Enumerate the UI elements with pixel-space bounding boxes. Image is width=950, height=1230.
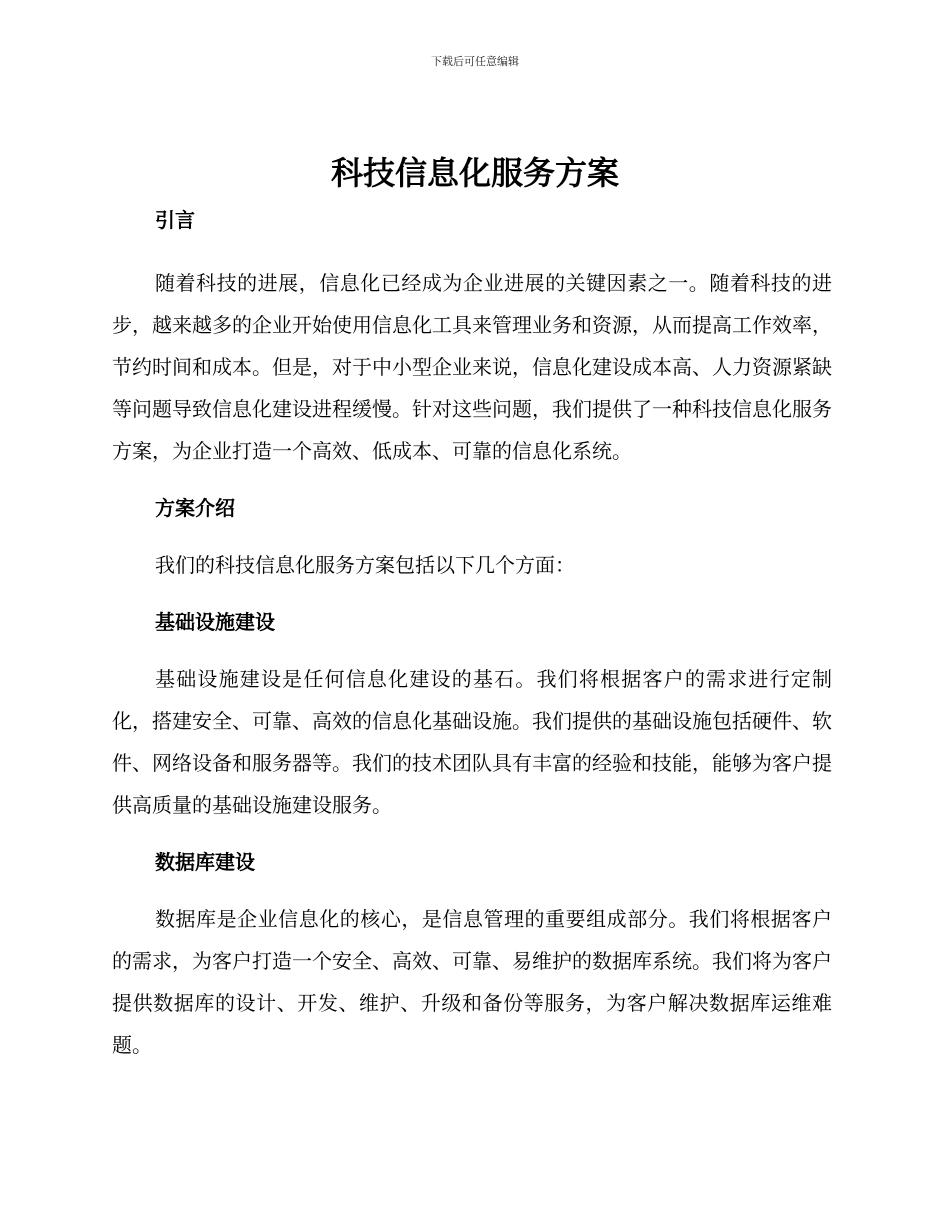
section-heading-infrastructure: 基础设施建设 (155, 610, 275, 634)
section-paragraph-database: 数据库是企业信息化的核心，是信息管理的重要组成部分。我们将根据客户的需求，为客户打造一个安全、高效、可靠、易维护的数据库系统。我们将为客户提供数据库的设计、开发、维护、升级和备份等服务，为客户解决数据库运维难题。 (112, 907, 832, 1057)
section-heading-overview: 方案介绍 (155, 496, 235, 520)
section-heading-database: 数据库建设 (155, 850, 255, 874)
section-heading-intro: 引言 (155, 208, 195, 232)
section-paragraph-overview: 我们的科技信息化服务方案包括以下几个方面： (155, 553, 575, 577)
section-paragraph-infrastructure: 基础设施建设是任何信息化建设的基石。我们将根据客户的需求进行定制化，搭建安全、可靠、高效的信息化基础设施。我们提供的基础设施包括硬件、软件、网络设备和服务器等。我们的技术团队具有丰富的经验和技能，能够为客户提供高质量的基础设施建设服务。 (112, 667, 832, 817)
document-body (112, 202, 832, 1066)
section-paragraph-intro: 随着科技的进展，信息化已经成为企业进展的关键因素之一。随着科技的进步，越来越多的企业开始使用信息化工具来管理业务和资源，从而提高工作效率，节约时间和成本。但是，对于中小型企业来说，信息化建设成本高、人力资源紧缺等问题导致信息化建设进程缓慢。针对这些问题，我们提供了一种科技信息化服务方案，为企业打造一个高效、低成本、可靠的信息化系统。 (112, 271, 832, 463)
header-note: 下载后可任意编辑 (431, 55, 519, 68)
document-title: 科技信息化服务方案 (330, 154, 619, 192)
